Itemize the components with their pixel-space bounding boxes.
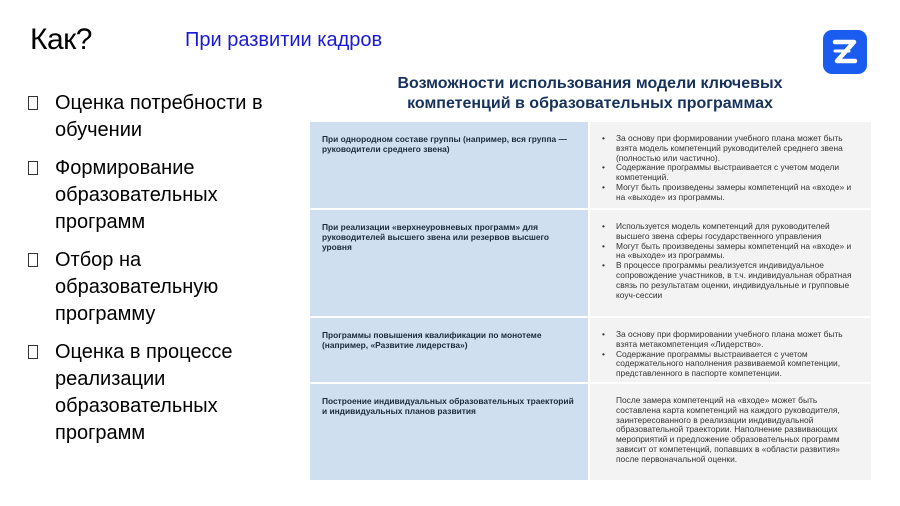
bullet-text: Оценка в процессе реализации образовательных программ xyxy=(55,341,233,444)
table-row-content xyxy=(590,318,871,384)
list-item: • За основу при формировании учебного плана может быть взята модель компетенций руководителей среднего звена (полностью или частично). xyxy=(600,134,859,163)
table-row-label: Программы повышения квалификации по монотеме (например, «Развитие лидерства») xyxy=(310,318,590,384)
table-row-content xyxy=(590,384,871,482)
slide-title: Как? xyxy=(30,23,92,56)
list-item: • За основу при формировании учебного плана может быть взята метакомпетенция «Лидерство». xyxy=(600,330,859,350)
z-logo-icon xyxy=(823,30,867,74)
table-row-content xyxy=(590,122,871,210)
list-item: • Используется модель компетенций для руководителей высшего звена сферы государственного управления xyxy=(600,222,859,242)
bullet-box-icon xyxy=(28,96,38,110)
table-heading-line: компетенций в образовательных программах xyxy=(407,95,773,112)
list-item: • Могут быть произведены замеры компетенций на «входе» и на «выходе» из программы. xyxy=(600,242,859,262)
slide-subtitle: При развитии кадров xyxy=(185,29,383,51)
bullet-text: Формирование образовательных программ xyxy=(55,157,218,233)
list-item: • Могут быть произведены замеры компетенций на «входе» и на «выходе» из программы. xyxy=(600,183,859,203)
bullet-item xyxy=(28,247,308,328)
bullet-box-icon xyxy=(28,345,38,359)
bullet-item xyxy=(28,339,308,447)
bullet-item xyxy=(28,155,308,236)
bullet-list xyxy=(28,90,308,458)
list-item: • В процессе программы реализуется индивидуальное сопровождение участников, в т.ч. индивидуальная обратная связь по результатам оценки, индивидуальные и групповые коуч-сессии xyxy=(600,261,859,300)
bullet-text: Отбор на образовательную программу xyxy=(55,249,219,325)
list-item: • Содержание программы выстраивается с учетом модели компетенций. xyxy=(600,163,859,183)
table-heading-line: Возможности использования модели ключевых xyxy=(397,75,783,92)
bullet-text: Оценка потребности в обучении xyxy=(55,92,263,141)
bullet-box-icon xyxy=(28,161,38,175)
list-item: • Содержание программы выстраивается с учетом содержательного наполнения развиваемой компетенции, представленного в паспорте компетенции. xyxy=(600,350,859,379)
table-row-label: При однородном составе группы (например, вся группа — руководители среднего звена) xyxy=(310,122,590,210)
bullet-item xyxy=(28,90,308,144)
table-row-label: При реализации «верхнеуровневых программ» для руководителей высшего звена или резервов высшего уровня xyxy=(310,210,590,318)
table-row-label: Построение индивидуальных образовательных траекторий и индивидуальных планов развития xyxy=(310,384,590,482)
paragraph: После замера компетенций на «входе» может быть составлена карта компетенций на каждого руководителя, заинтересованного в реализации индивидуальной образовательной траектории. Наполнение развивающих мероприятий и предложение образовательных программ зависит от компетенций, попавших в «области развития» после первоначальной оценки. xyxy=(616,395,840,464)
competency-table xyxy=(310,122,871,482)
table-row-content xyxy=(590,210,871,318)
bullet-box-icon xyxy=(28,253,38,267)
table-heading xyxy=(300,74,880,114)
